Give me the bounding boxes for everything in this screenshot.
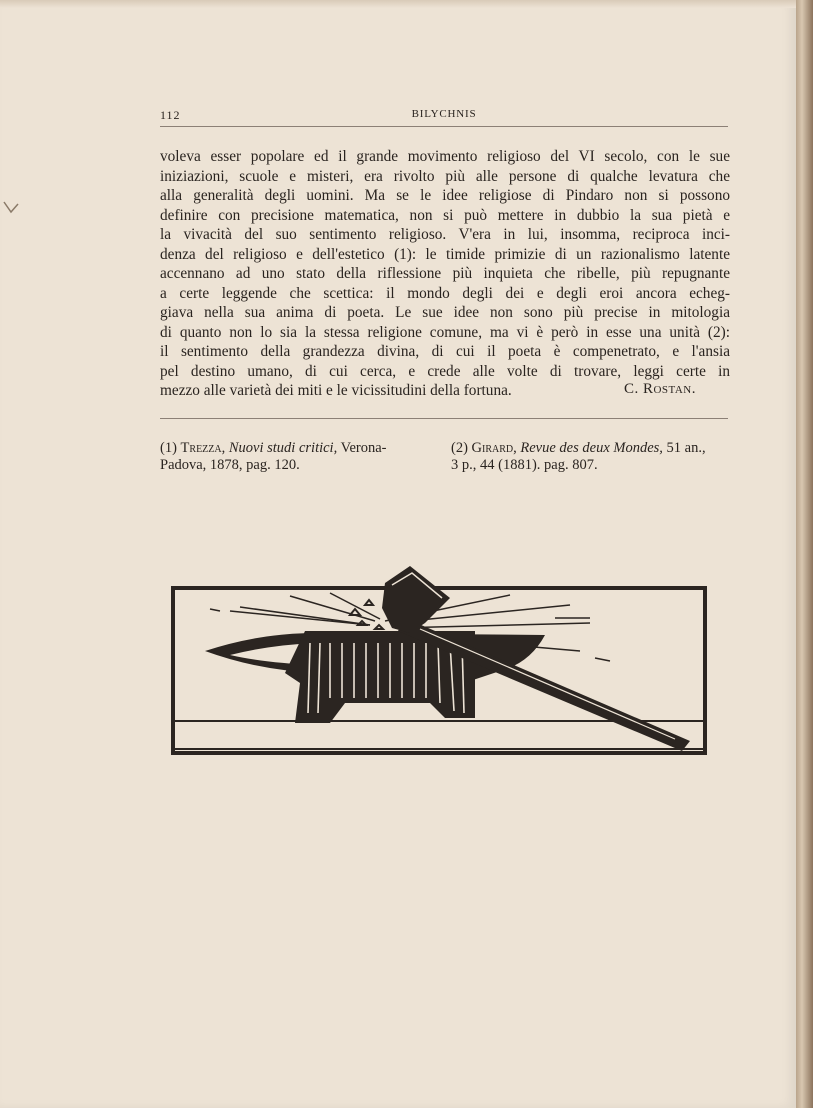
body-line: la vivacità del suo sentimento religioso. V'era in lui, insomma, reciproca inci- [160,226,730,243]
footnote-2-rest: 51 an., [666,440,706,456]
footnote-2-line-2: 3 p., 44 (1881). pag. 807. [451,457,598,473]
footnote-1-line-1 [160,440,435,457]
footnote-2-title: Revue des deux Mondes, [520,440,663,456]
footnote-1-author: Trezza, [180,440,226,456]
running-head: BILYCHNIS [411,108,477,120]
footnote-1-rest: Verona- [340,440,387,456]
body-line: pel destino umano, di cui cerca, e crede alle volte di trovare, leggi certe in [160,362,730,380]
body-line: di quanto non lo sia la stessa religione comune, ma vi è però in esse una unità (2): [160,323,730,341]
footnote-1-marker: (1) [160,440,177,456]
footnote-2-marker: (2) [451,440,468,456]
footnote-rule [160,418,728,419]
body-line: mezzo alle varietà dei miti e le vicissitudini della fortuna. [160,382,512,399]
body-line: giava nella sua anima di poeta. Le sue idee non sono più precise in mitologia [160,304,730,321]
author-signature: C. Rostan. [623,381,696,397]
body-line: definire con precisione matematica, non si può mettere in dubbio la sua pietà e [160,206,730,224]
anvil-and-hammer-woodcut-icon [170,563,708,758]
footnote-2 [451,440,731,474]
body-line: il sentimento della grandezza divina, di cui il poeta è compenetrato, e l'ansia [160,343,730,360]
body-line: accennano ad uno stato della riflessione più inquieta che ribelle, più repugnante [160,265,730,282]
footnote-2-author: Girard, [471,440,517,456]
footnote-2-line-1 [451,440,731,457]
binding-mark-icon [2,200,20,214]
body-line: voleva esser popolare ed il grande movimento religioso del VI secolo, con le sue [160,148,730,165]
body-line: a certe leggende che scettica: il mondo degli dei e degli eroi ancora echeg- [160,284,730,302]
body-line: alla generalità degli uomini. Ma se le idee religiose di Pindaro non si possono [160,187,730,204]
book-edge [796,0,813,1108]
footnote-1 [160,440,435,474]
footnote-1-title: Nuovi studi critici, [228,440,338,456]
footnote-1-line-2: Padova, 1878, pag. 120. [160,457,300,473]
body-text [160,147,730,401]
header-rule [160,126,728,127]
page-number: 112 [160,108,181,122]
body-line: iniziazioni, scuole e misteri, era rivolto più alle persone di qualche levatura che [160,167,730,185]
page-header [160,108,728,130]
body-line: denza del religioso e dell'estetico (1): le timide primizie di un razionalismo latente [160,245,730,263]
